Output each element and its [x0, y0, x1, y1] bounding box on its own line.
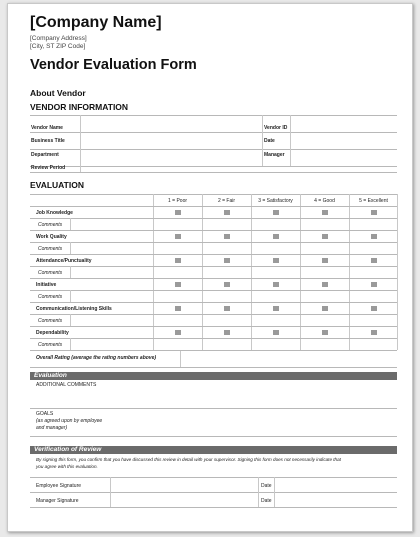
divider [30, 302, 397, 303]
rating-checkbox[interactable] [224, 234, 230, 239]
verification-statement: By signing this form, you confirm that you have discussed this review in detail with your supervisor. Signing this form does not necessarily indicate that [36, 457, 341, 462]
verification-section-title: Verification of Review [34, 446, 102, 453]
rating-checkbox[interactable] [273, 282, 279, 287]
form-page [7, 3, 413, 532]
criterion-label: Attendance/Punctuality [36, 258, 92, 264]
comments-field[interactable] [71, 267, 396, 277]
goals-label: GOALS [36, 411, 54, 417]
divider [30, 326, 397, 327]
rating-checkbox[interactable] [273, 210, 279, 215]
rating-checkbox[interactable] [322, 234, 328, 239]
criterion-label: Work Quality [36, 234, 67, 240]
rating-checkbox[interactable] [322, 210, 328, 215]
vendor-info-heading: VENDOR INFORMATION [30, 102, 129, 112]
comments-label: Comments [38, 246, 63, 252]
additional-comments-field[interactable] [118, 384, 396, 406]
rating-header-4: 4 = Good [314, 198, 335, 204]
vendor-name-label: Vendor Name [31, 125, 63, 131]
comments-label: Comments [38, 294, 63, 300]
date-label: Date [264, 138, 275, 144]
criterion-label: Initiative [36, 282, 57, 288]
rating-checkbox[interactable] [322, 330, 328, 335]
comments-field[interactable] [71, 219, 396, 229]
manager-label: Manager [264, 152, 285, 158]
verification-section-bar [30, 446, 397, 454]
rating-checkbox[interactable] [224, 210, 230, 215]
divider [258, 477, 259, 507]
department-field[interactable] [81, 150, 261, 165]
rating-checkbox[interactable] [273, 234, 279, 239]
rating-checkbox[interactable] [224, 282, 230, 287]
vendor-name-field[interactable] [81, 116, 261, 131]
rating-checkbox[interactable] [175, 210, 181, 215]
divider [30, 436, 397, 437]
manager-signature-field[interactable] [111, 493, 257, 506]
manager-date-field[interactable] [275, 493, 396, 506]
comments-field[interactable] [71, 315, 396, 325]
criterion-label: Dependability [36, 330, 69, 336]
rating-header-2: 2 = Fair [217, 198, 236, 204]
about-vendor-heading: About Vendor [30, 88, 86, 98]
criterion-label: Communication/Listening Skills [36, 306, 112, 312]
comments-label: Comments [38, 270, 63, 276]
business-title-field[interactable] [81, 133, 261, 148]
rating-checkbox[interactable] [371, 258, 377, 263]
review-period-field[interactable] [81, 167, 396, 172]
company-city-line: [City, ST ZIP Code] [30, 43, 86, 50]
rating-checkbox[interactable] [273, 258, 279, 263]
employee-signature-field[interactable] [111, 478, 257, 491]
rating-header-1: 1 = Poor [167, 198, 188, 204]
rating-checkbox[interactable] [322, 306, 328, 311]
rating-checkbox[interactable] [322, 282, 328, 287]
vendor-id-field[interactable] [291, 116, 396, 131]
divider [30, 172, 397, 173]
goals-field[interactable] [118, 410, 396, 434]
rating-checkbox[interactable] [224, 306, 230, 311]
verification-statement-2: you agree with this evaluation. [36, 464, 98, 469]
vendor-id-label: Vendor ID [264, 125, 288, 131]
criterion-label: Job Knowledge [36, 210, 73, 216]
rating-checkbox[interactable] [175, 282, 181, 287]
evaluation-section-bar [30, 372, 397, 380]
rating-checkbox[interactable] [175, 258, 181, 263]
divider [30, 230, 397, 231]
divider [262, 115, 263, 166]
rating-checkbox[interactable] [371, 210, 377, 215]
divider [30, 350, 397, 351]
rating-checkbox[interactable] [322, 258, 328, 263]
divider [30, 194, 397, 195]
rating-checkbox[interactable] [371, 330, 377, 335]
date-field[interactable] [291, 133, 396, 148]
comments-label: Comments [38, 318, 63, 324]
rating-checkbox[interactable] [273, 306, 279, 311]
employee-date-label: Date [261, 483, 272, 489]
divider [30, 507, 397, 508]
review-period-label: Review Period [31, 165, 66, 171]
additional-comments-label: ADDITIONAL COMMENTS [36, 382, 97, 388]
company-name: [Company Name] [30, 14, 162, 31]
comments-field[interactable] [71, 243, 396, 253]
overall-rating-field[interactable] [181, 351, 396, 366]
divider [30, 367, 397, 368]
rating-checkbox[interactable] [273, 330, 279, 335]
comments-field[interactable] [71, 291, 396, 301]
rating-header-3: 3 = Satisfactory [258, 198, 293, 204]
rating-checkbox[interactable] [175, 306, 181, 311]
rating-checkbox[interactable] [175, 234, 181, 239]
rating-header-5: 5 = Excellent [359, 198, 388, 204]
rating-checkbox[interactable] [224, 330, 230, 335]
rating-checkbox[interactable] [224, 258, 230, 263]
goals-note-2: and manager) [36, 425, 68, 431]
divider [397, 194, 398, 350]
goals-note-1: (as agreed upon by employee [36, 418, 103, 424]
divider [30, 278, 397, 279]
comments-label: Comments [38, 342, 63, 348]
page-title: Vendor Evaluation Form [30, 57, 197, 73]
divider [30, 254, 397, 255]
business-title-label: Business Title [31, 138, 65, 144]
rating-checkbox[interactable] [371, 306, 377, 311]
rating-checkbox[interactable] [371, 282, 377, 287]
comments-field[interactable] [71, 339, 396, 349]
department-label: Department [31, 152, 59, 158]
divider [30, 206, 397, 207]
divider [30, 408, 397, 409]
company-address: [Company Address] [30, 35, 87, 42]
rating-checkbox[interactable] [175, 330, 181, 335]
employee-signature-label: Employee Signature [36, 483, 82, 489]
manager-signature-label: Manager Signature [36, 498, 79, 504]
employee-date-field[interactable] [275, 478, 396, 491]
evaluation-heading: EVALUATION [30, 180, 84, 190]
evaluation-section-title: Evaluation [34, 372, 67, 379]
comments-label: Comments [38, 222, 63, 228]
manager-date-label: Date [261, 498, 272, 504]
overall-rating-label: Overall Rating (average the rating numbers above) [36, 355, 157, 361]
manager-field[interactable] [291, 150, 396, 165]
rating-checkbox[interactable] [371, 234, 377, 239]
